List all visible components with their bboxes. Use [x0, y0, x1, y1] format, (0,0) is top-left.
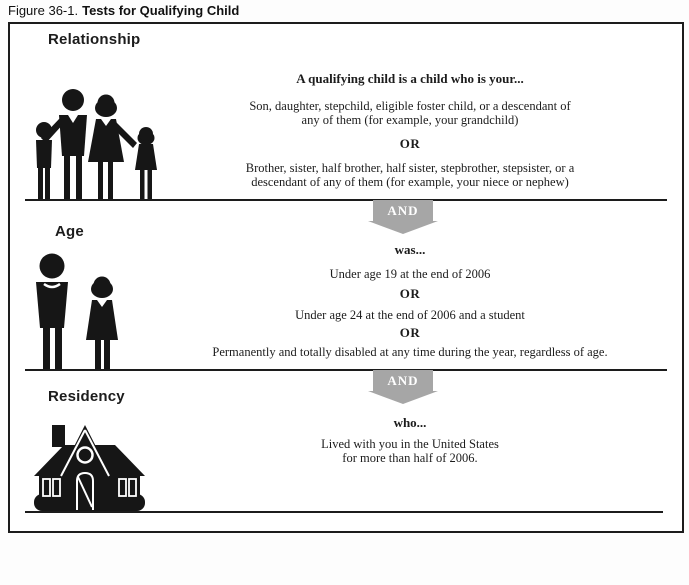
relationship-item-1: [160, 99, 660, 127]
residency-item-1: [160, 437, 660, 465]
older-child-figure: [36, 254, 68, 371]
residency-item-1-line-1: Lived with you in the United States: [321, 437, 499, 451]
age-item-2: Under age 24 at the end of 2006 and a student: [295, 308, 525, 322]
age-lead-text: was...: [394, 242, 426, 257]
age-item-3: Permanently and totally disabled at any time during the year, regardless of age.: [212, 345, 608, 359]
age-or-connector-2: OR: [399, 325, 421, 340]
house-ground-line: [25, 511, 663, 513]
house-chimney: [52, 425, 65, 447]
relationship-item-1-line-1: Son, daughter, stepchild, eligible foster child, or a descendant of: [249, 99, 571, 113]
section-divider-1: [25, 199, 667, 201]
and-connector-badge-2: AND: [373, 370, 433, 391]
relationship-lead-text: A qualifying child is a child who is your...: [296, 71, 524, 86]
relationship-item-1-line-2: any of them (for example, your grandchild): [301, 113, 519, 127]
and-connector-badge-1: AND: [373, 200, 433, 221]
relationship-item-2: [160, 161, 660, 189]
figure-label: Figure 36-1.: [8, 3, 79, 18]
section-header-age: Age: [55, 223, 84, 240]
relationship-or-connector: OR: [399, 136, 421, 151]
section-header-residency: Residency: [48, 388, 125, 405]
younger-child-figure: [86, 277, 118, 371]
family-silhouette-illustration: [28, 88, 168, 200]
residency-lead-text: who...: [393, 415, 427, 430]
and-connector-arrow-1: [368, 221, 438, 234]
house-silhouette-illustration: [32, 424, 147, 512]
section-header-relationship: Relationship: [48, 31, 141, 48]
residency-item-1-line-2: for more than half of 2006.: [342, 451, 478, 465]
age-item-1: Under age 19 at the end of 2006: [329, 267, 491, 281]
relationship-item-2-line-1: Brother, sister, half brother, half sister, stepbrother, stepsister, or a: [245, 161, 575, 175]
relationship-item-2-line-2: descendant of any of them (for example, your niece or nephew): [251, 175, 569, 189]
boy-girl-silhouette-illustration: [32, 252, 132, 370]
figure-title: Tests for Qualifying Child: [82, 3, 240, 18]
mother-figure: [88, 95, 137, 201]
figure-caption: [8, 3, 239, 18]
figure-box: [8, 22, 684, 533]
girl-figure: [135, 127, 157, 200]
section-divider-2: [25, 369, 667, 371]
and-connector-arrow-2: [368, 391, 438, 404]
age-or-connector-1: OR: [399, 286, 421, 301]
